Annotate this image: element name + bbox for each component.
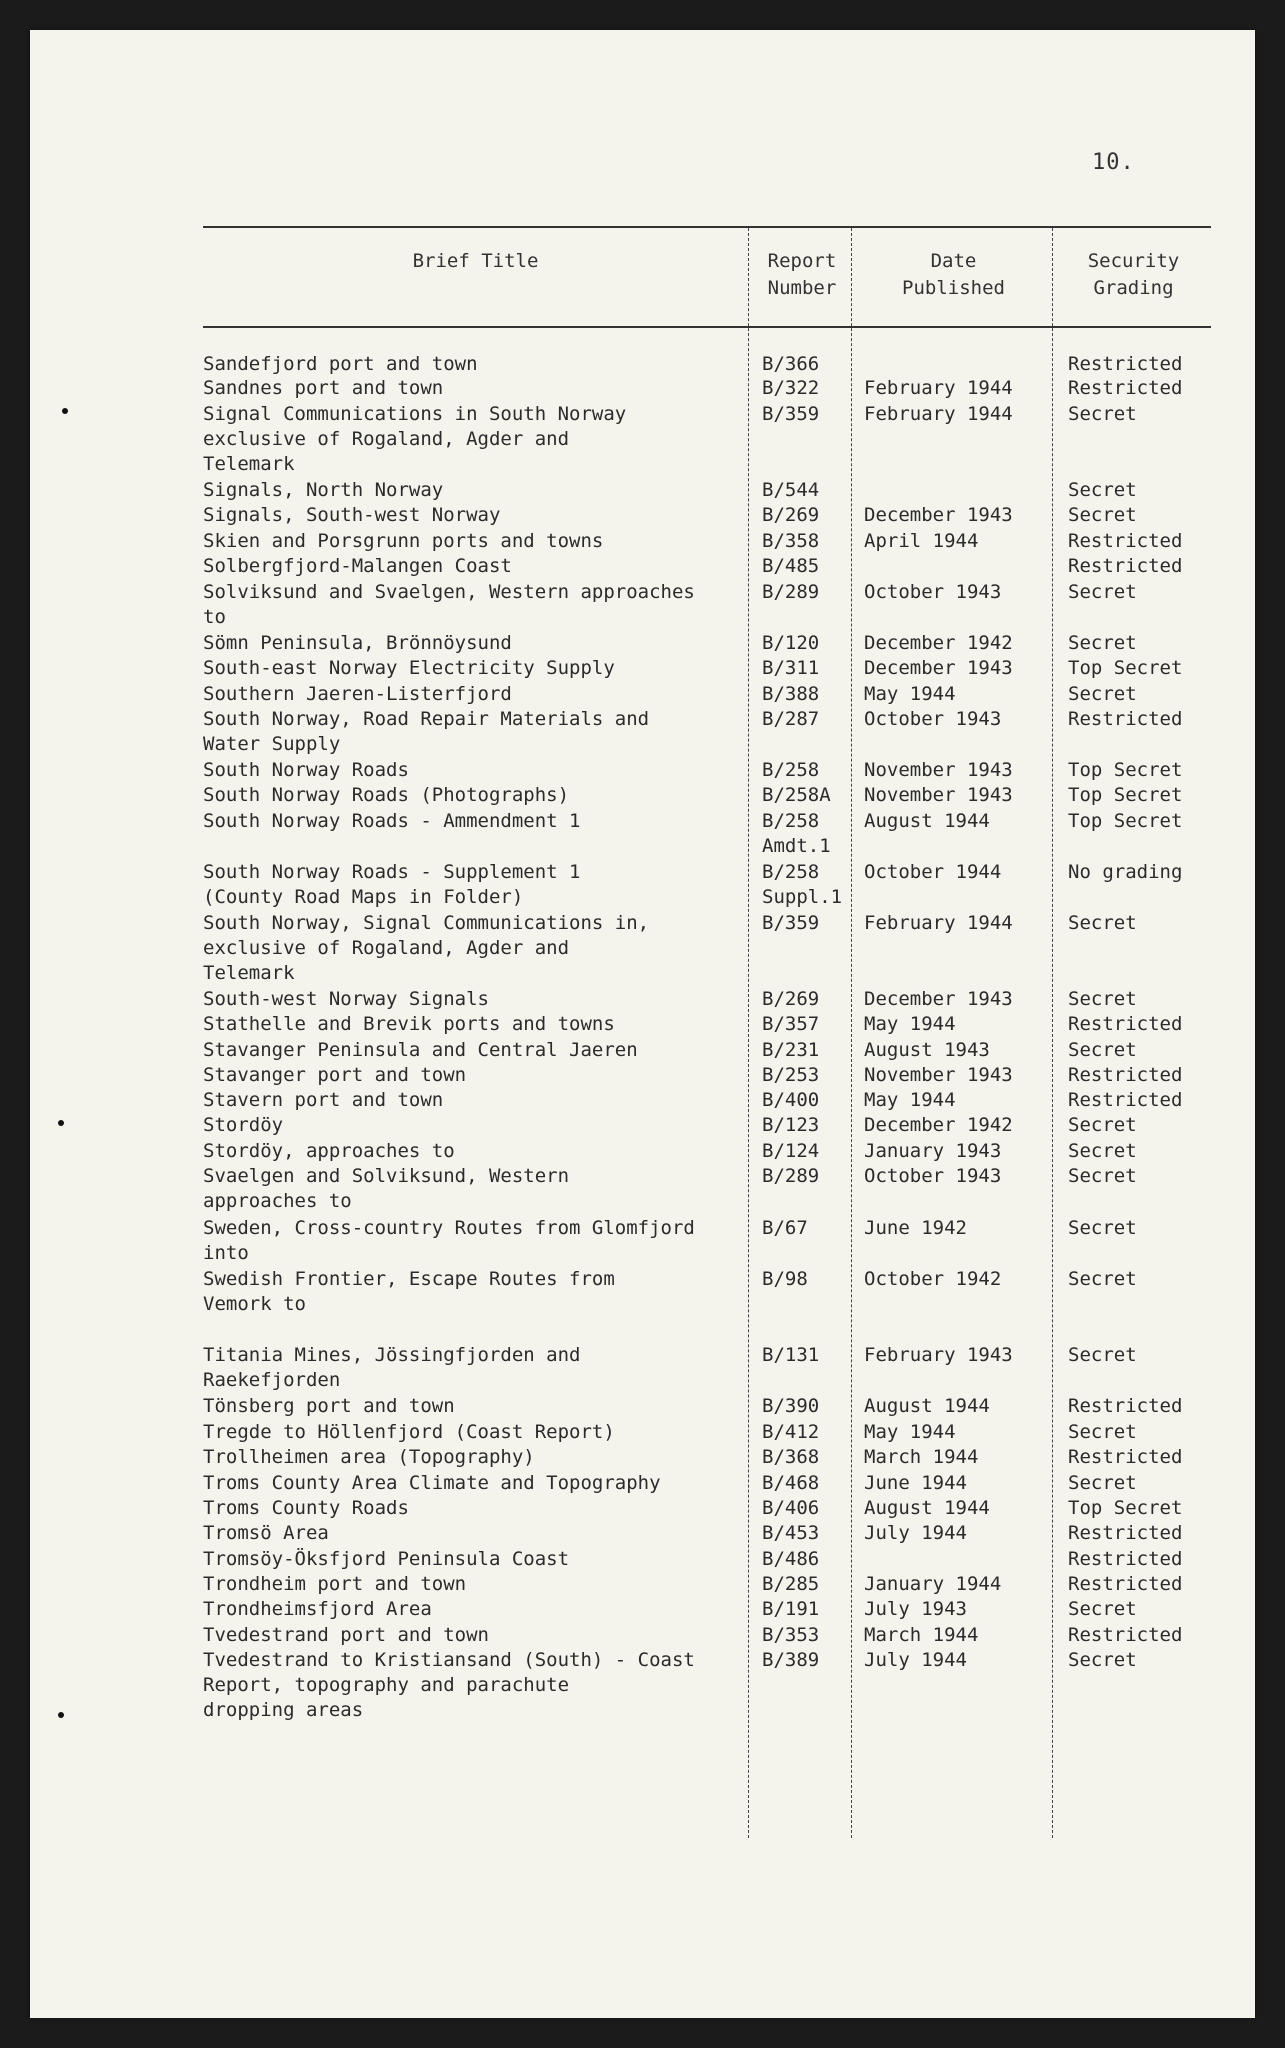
column-divider: [1052, 228, 1053, 1838]
row-date-published: May 1944: [864, 1421, 956, 1443]
row-security-grading: Secret: [1068, 1472, 1137, 1494]
row-date-published: August 1944: [864, 810, 990, 832]
row-security-grading: Secret: [1068, 1649, 1137, 1671]
row-date-published: December 1942: [864, 1114, 1013, 1136]
row-date-published: February 1944: [864, 403, 1013, 425]
row-security-grading: Restricted: [1068, 1522, 1183, 1544]
row-brief-title: South Norway, Road Repair Materials and Water Supply: [203, 708, 650, 755]
row-date-published: February 1944: [864, 912, 1013, 934]
row-date-published: January 1944: [864, 1573, 1002, 1595]
row-date-published: April 1944: [864, 530, 979, 552]
row-security-grading: Secret: [1068, 1217, 1137, 1239]
row-security-grading: Restricted: [1068, 708, 1183, 730]
row-date-published: December 1943: [864, 504, 1013, 526]
row-date-published: March 1944: [864, 1624, 979, 1646]
row-date-published: May 1944: [864, 1013, 956, 1035]
row-security-grading: Secret: [1068, 479, 1137, 501]
row-security-grading: Top Secret: [1068, 1497, 1183, 1519]
row-brief-title: Skien and Porsgrunn ports and towns: [203, 530, 604, 552]
row-brief-title: Sömn Peninsula, Brönnöysund: [203, 632, 512, 654]
row-report-number: B/231: [762, 1039, 820, 1061]
row-brief-title: Titania Mines, Jössingfjorden and Raekefjorden: [203, 1344, 581, 1391]
row-security-grading: Restricted: [1068, 1573, 1183, 1595]
row-report-number: B/285: [762, 1573, 820, 1595]
row-report-number: B/388: [762, 683, 820, 705]
row-date-published: February 1944: [864, 377, 1013, 399]
punch-mark: [62, 408, 68, 414]
row-date-published: March 1944: [864, 1446, 979, 1468]
row-date-published: October 1944: [864, 861, 1002, 883]
row-date-published: May 1944: [864, 1089, 956, 1111]
row-brief-title: Solbergfjord-Malangen Coast: [203, 555, 512, 577]
row-brief-title: Solviksund and Svaelgen, Western approaches to: [203, 581, 695, 628]
row-brief-title: Stavanger port and town: [203, 1064, 467, 1086]
row-report-number: B/359: [762, 912, 820, 934]
row-report-number: B/353: [762, 1624, 820, 1646]
row-report-number: B/359: [762, 403, 820, 425]
row-security-grading: Secret: [1068, 1268, 1137, 1290]
row-brief-title: Stordöy, approaches to: [203, 1140, 455, 1162]
row-date-published: December 1943: [864, 988, 1013, 1010]
row-brief-title: Stavern port and town: [203, 1089, 444, 1111]
header-report-number: Report Number: [767, 250, 837, 299]
row-security-grading: Restricted: [1068, 555, 1183, 577]
row-date-published: May 1944: [864, 683, 956, 705]
row-report-number: B/258A: [762, 784, 831, 806]
row-security-grading: Restricted: [1068, 353, 1183, 375]
row-report-number: B/358: [762, 530, 820, 552]
row-report-number: B/485: [762, 555, 820, 577]
row-brief-title: Svaelgen and Solviksund, Western approaches to: [203, 1165, 570, 1212]
row-security-grading: Restricted: [1068, 1446, 1183, 1468]
header-security-grading: Security Grading: [1087, 250, 1180, 299]
row-report-number: B/400: [762, 1089, 820, 1111]
header-bottom-rule: [203, 326, 1211, 328]
column-divider: [748, 228, 749, 1838]
row-security-grading: Secret: [1068, 1039, 1137, 1061]
row-brief-title: Tromsöy-Öksfjord Peninsula Coast: [203, 1548, 570, 1570]
row-brief-title: Tromsö Area: [203, 1522, 329, 1544]
row-brief-title: Trondheim port and town: [203, 1573, 467, 1595]
row-security-grading: Restricted: [1068, 1395, 1183, 1417]
row-date-published: November 1943: [864, 759, 1013, 781]
row-brief-title: Sweden, Cross-country Routes from Glomfjord into: [203, 1217, 695, 1264]
row-security-grading: Secret: [1068, 632, 1137, 654]
row-security-grading: Secret: [1068, 988, 1137, 1010]
row-brief-title: Trollheimen area (Topography): [203, 1446, 535, 1468]
row-brief-title: Stathelle and Brevik ports and towns: [203, 1013, 615, 1035]
row-security-grading: Secret: [1068, 581, 1137, 603]
row-date-published: December 1943: [864, 657, 1013, 679]
row-security-grading: Restricted: [1068, 1089, 1183, 1111]
row-brief-title: Tvedestrand port and town: [203, 1624, 489, 1646]
row-brief-title: South Norway, Signal Communications in, exclusive of Rogaland, Agder and Telemark: [203, 912, 650, 984]
row-report-number: B/390: [762, 1395, 820, 1417]
row-security-grading: Secret: [1068, 403, 1137, 425]
row-security-grading: Restricted: [1068, 377, 1183, 399]
row-security-grading: Top Secret: [1068, 657, 1183, 679]
row-security-grading: Secret: [1068, 1165, 1137, 1187]
row-brief-title: Troms County Roads: [203, 1497, 409, 1519]
row-security-grading: Top Secret: [1068, 810, 1183, 832]
row-date-published: July 1944: [864, 1522, 967, 1544]
row-brief-title: South-west Norway Signals: [203, 988, 489, 1010]
row-security-grading: Restricted: [1068, 1624, 1183, 1646]
column-divider: [851, 228, 852, 1838]
row-date-published: January 1943: [864, 1140, 1002, 1162]
row-brief-title: Stordöy: [203, 1114, 284, 1136]
row-report-number: B/269: [762, 504, 820, 526]
row-brief-title: Swedish Frontier, Escape Routes from Vemork to: [203, 1268, 615, 1315]
row-brief-title: South Norway Roads - Ammendment 1: [203, 810, 581, 832]
row-date-published: October 1943: [864, 708, 1002, 730]
row-date-published: December 1942: [864, 632, 1013, 654]
row-brief-title: Signal Communications in South Norway exclusive of Rogaland, Agder and Telemark: [203, 403, 627, 475]
row-report-number: B/287: [762, 708, 820, 730]
row-report-number: B/322: [762, 377, 820, 399]
row-report-number: B/289: [762, 581, 820, 603]
row-brief-title: South-east Norway Electricity Supply: [203, 657, 615, 679]
row-security-grading: Secret: [1068, 504, 1137, 526]
punch-mark: [58, 1712, 64, 1718]
row-brief-title: Tregde to Höllenfjord (Coast Report): [203, 1421, 615, 1443]
row-report-number: B/120: [762, 632, 820, 654]
row-security-grading: Restricted: [1068, 1013, 1183, 1035]
header-date-published: Date Published: [902, 250, 1005, 299]
row-report-number: B/269: [762, 988, 820, 1010]
row-report-number: B/191: [762, 1598, 820, 1620]
row-report-number: B/123: [762, 1114, 820, 1136]
row-security-grading: Top Secret: [1068, 759, 1183, 781]
row-brief-title: Signals, South-west Norway: [203, 504, 501, 526]
row-brief-title: Sandnes port and town: [203, 377, 444, 399]
row-security-grading: Secret: [1068, 1344, 1137, 1366]
row-brief-title: Trondheimsfjord Area: [203, 1598, 432, 1620]
row-security-grading: Top Secret: [1068, 784, 1183, 806]
row-date-published: August 1944: [864, 1497, 990, 1519]
row-date-published: July 1943: [864, 1598, 967, 1620]
row-security-grading: Secret: [1068, 1598, 1137, 1620]
row-report-number: B/67: [762, 1217, 808, 1239]
row-date-published: June 1944: [864, 1472, 967, 1494]
row-security-grading: Secret: [1068, 1421, 1137, 1443]
row-security-grading: Restricted: [1068, 1064, 1183, 1086]
row-brief-title: Signals, North Norway: [203, 479, 444, 501]
row-brief-title: Tvedestrand to Kristiansand (South) - Coast Report, topography and parachute dropping areas: [203, 1649, 695, 1721]
row-security-grading: Restricted: [1068, 1548, 1183, 1570]
row-report-number: B/311: [762, 657, 820, 679]
row-brief-title: South Norway Roads: [203, 759, 409, 781]
row-security-grading: Secret: [1068, 683, 1137, 705]
row-report-number: B/486: [762, 1548, 820, 1570]
row-date-published: November 1943: [864, 1064, 1013, 1086]
row-brief-title: Troms County Area Climate and Topography: [203, 1472, 661, 1494]
row-date-published: November 1943: [864, 784, 1013, 806]
row-date-published: August 1943: [864, 1039, 990, 1061]
row-report-number: B/258 Amdt.1: [762, 810, 831, 857]
row-security-grading: Restricted: [1068, 530, 1183, 552]
row-report-number: B/124: [762, 1140, 820, 1162]
header-top-rule: [203, 226, 1211, 228]
row-date-published: October 1942: [864, 1268, 1002, 1290]
punch-mark: [58, 1120, 64, 1126]
row-security-grading: No grading: [1068, 861, 1183, 883]
row-brief-title: Tönsberg port and town: [203, 1395, 455, 1417]
row-brief-title: South Norway Roads (Photographs): [203, 784, 570, 806]
row-report-number: B/253: [762, 1064, 820, 1086]
row-date-published: June 1942: [864, 1217, 967, 1239]
row-report-number: B/412: [762, 1421, 820, 1443]
row-date-published: July 1944: [864, 1649, 967, 1671]
page-number: 10.: [1092, 150, 1135, 175]
row-report-number: B/357: [762, 1013, 820, 1035]
row-date-published: February 1943: [864, 1344, 1013, 1366]
row-report-number: B/468: [762, 1472, 820, 1494]
row-date-published: August 1944: [864, 1395, 990, 1417]
row-report-number: B/258 Suppl.1: [762, 861, 843, 908]
row-security-grading: Secret: [1068, 1140, 1137, 1162]
row-report-number: B/289: [762, 1165, 820, 1187]
row-report-number: B/258: [762, 759, 820, 781]
row-brief-title: Stavanger Peninsula and Central Jaeren: [203, 1039, 638, 1061]
row-security-grading: Secret: [1068, 912, 1137, 934]
row-report-number: B/406: [762, 1497, 820, 1519]
row-brief-title: South Norway Roads - Supplement 1 (County Road Maps in Folder): [203, 861, 581, 908]
row-report-number: B/131: [762, 1344, 820, 1366]
row-brief-title: Sandefjord port and town: [203, 353, 478, 375]
row-date-published: October 1943: [864, 1165, 1002, 1187]
header-brief-title: Brief Title: [412, 250, 539, 272]
row-date-published: October 1943: [864, 581, 1002, 603]
row-report-number: B/544: [762, 479, 820, 501]
row-report-number: B/366: [762, 353, 820, 375]
row-report-number: B/389: [762, 1649, 820, 1671]
row-report-number: B/368: [762, 1446, 820, 1468]
row-brief-title: Southern Jaeren-Listerfjord: [203, 683, 512, 705]
row-report-number: B/98: [762, 1268, 808, 1290]
row-report-number: B/453: [762, 1522, 820, 1544]
row-security-grading: Secret: [1068, 1114, 1137, 1136]
